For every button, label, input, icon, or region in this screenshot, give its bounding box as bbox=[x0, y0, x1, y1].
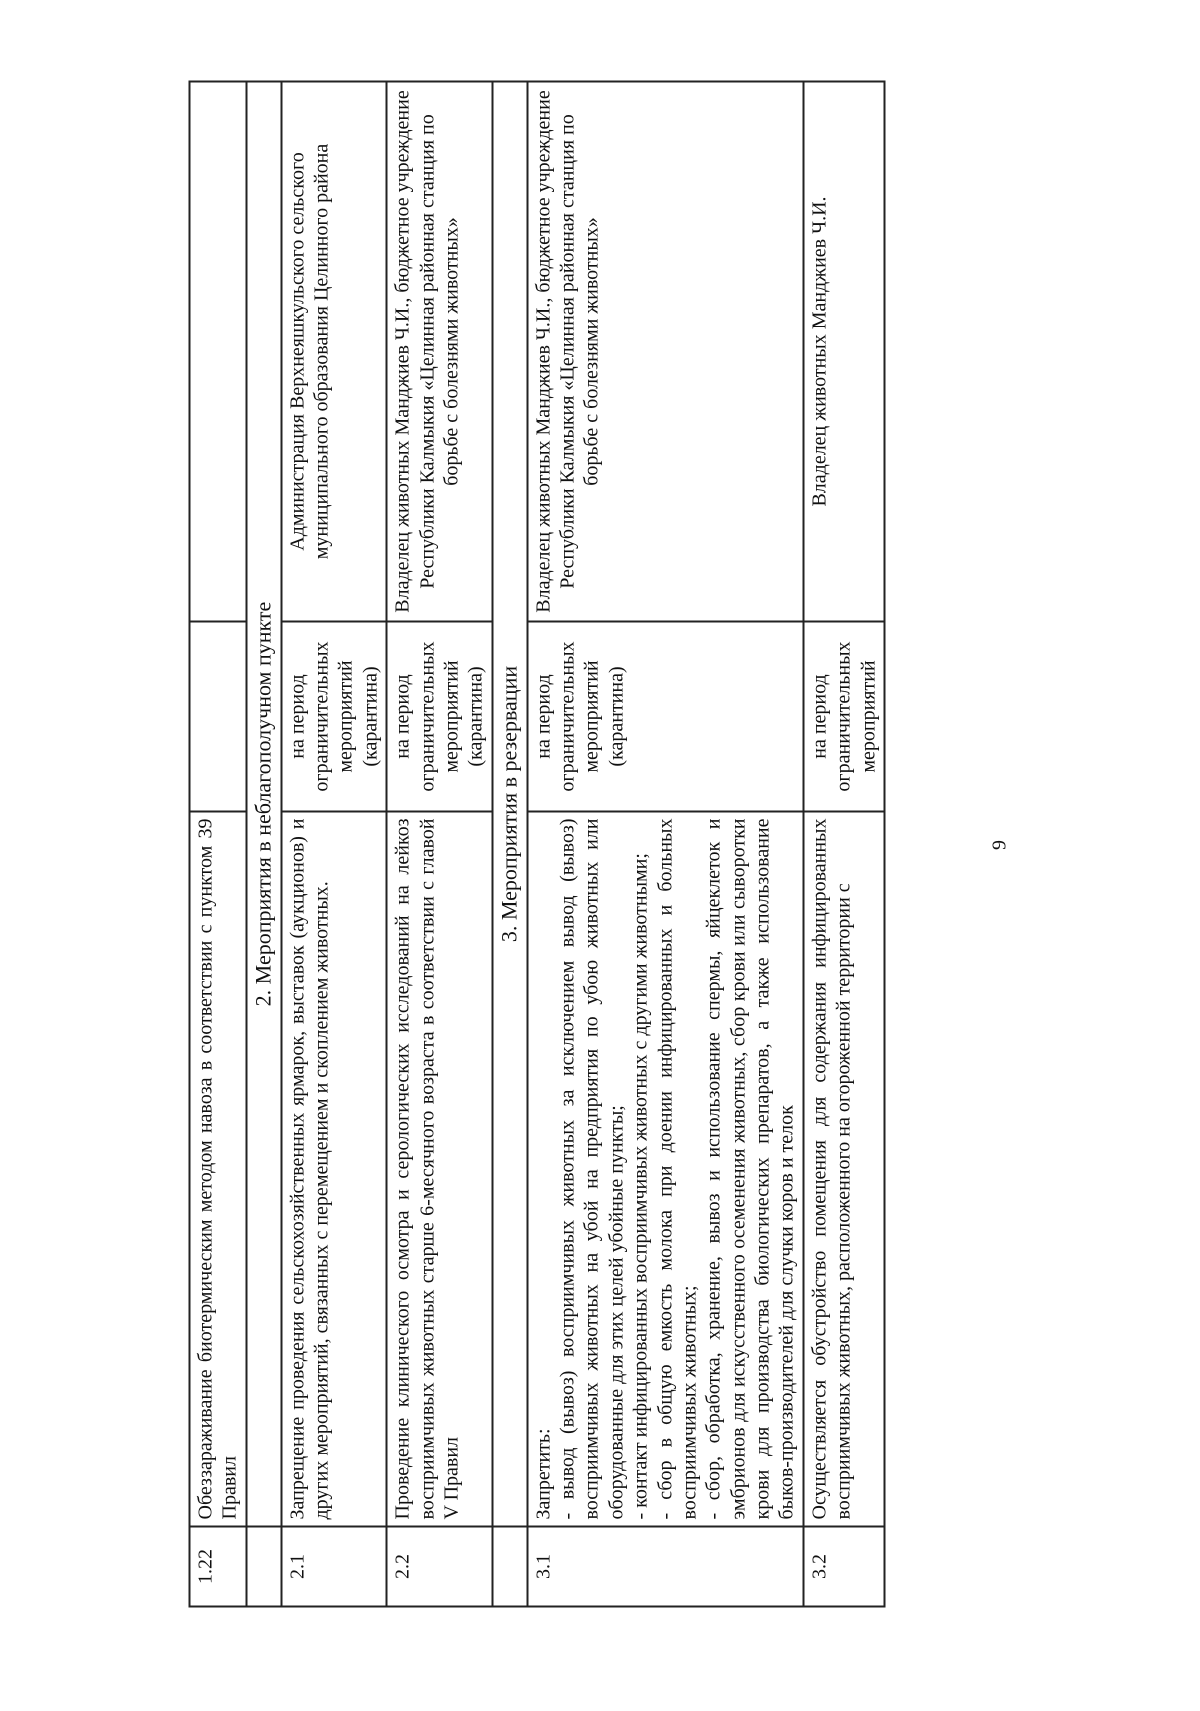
measure-item: - сбор, обработка, хранение, вывоз и использование спермы, яйцеклеток и эмбрионов для искусственного осеменения животных, сбор крови или сыворотки крови для производства биологических препаратов, а также использование быков-производителей для случки коров и телок bbox=[702, 818, 798, 1520]
measure-list bbox=[527, 812, 803, 1527]
period-cell: на период ограничительных мероприятий bbox=[803, 622, 884, 812]
measure-text: Обеззараживание биотермическим методом навоза в соответствии с пунктом 39 Правил bbox=[189, 812, 246, 1527]
section-row bbox=[246, 82, 281, 1607]
section-title: 3. Мероприятия в резервации bbox=[492, 82, 527, 1527]
section-number-cell bbox=[492, 1527, 527, 1607]
measure-text: Осуществляется обустройство помещения для содержания инфицированных восприимчивых животных, расположенного на огороженной территории с bbox=[803, 812, 884, 1527]
measure-intro: Запретить: bbox=[531, 1428, 554, 1520]
measure-item: - вывод (вывоз) восприимчивых животных за исключением вывод (вывоз) восприимчивых животных на убой на предприятия по убою животных или оборудованные для этих целей убойные пункты; bbox=[555, 818, 627, 1520]
section-title: 2. Мероприятия в неблагополучном пункте bbox=[246, 82, 281, 1527]
section-number-cell bbox=[246, 1527, 281, 1607]
measure-item: - сбор в общую емкость молока при доении инфицированных и больных восприимчивых животных; bbox=[653, 818, 700, 1520]
period-cell bbox=[189, 622, 246, 812]
period-cell: на период ограничительных мероприятий (карантина) bbox=[281, 622, 387, 812]
row-number: 2.1 bbox=[281, 1527, 387, 1607]
responsible-cell: Владелец животных Манджиев Ч.И., бюджетное учреждение Республики Калмыкия «Целинная районная станция по борьбе с болезнями животных» bbox=[386, 82, 492, 622]
row-number: 3.1 bbox=[527, 1527, 803, 1607]
measure-item: - контакт инфицированных восприимчивых животных с другими животными; bbox=[629, 853, 652, 1520]
table-row bbox=[189, 82, 246, 1607]
responsible-cell bbox=[189, 82, 246, 622]
measure-text: Запрещение проведения сельскохозяйственных ярмарок, выставок (аукционов) и других мероприятий, связанных с перемещением и скоплением животных. bbox=[281, 812, 387, 1527]
table-row bbox=[386, 82, 492, 1607]
row-number: 3.2 bbox=[803, 1527, 884, 1607]
period-cell: на период ограничительных мероприятий (карантина) bbox=[386, 622, 492, 812]
row-number: 1.22 bbox=[189, 1527, 246, 1607]
measures-table bbox=[188, 81, 885, 1608]
responsible-cell: Владелец животных Манджиев Ч.И., бюджетное учреждение Республики Калмыкия «Целинная районная станция по борьбе с болезнями животных» bbox=[527, 82, 803, 622]
table-row bbox=[527, 82, 803, 1607]
row-number: 2.2 bbox=[386, 1527, 492, 1607]
rotated-page bbox=[180, 68, 1020, 1623]
measure-text: Проведение клинического осмотра и серологических исследований на лейкоз восприимчивых животных старше 6-месячного возраста в соответствии с главой V Правил bbox=[386, 812, 492, 1527]
responsible-cell: Администрация Верхнеяшкульского сельского муниципального образования Целинного района bbox=[281, 82, 387, 622]
page-number: 9 bbox=[988, 840, 1010, 850]
table-row bbox=[281, 82, 387, 1607]
responsible-cell: Владелец животных Манджиев Ч.И. bbox=[803, 82, 884, 622]
section-row bbox=[492, 82, 527, 1607]
period-cell: на период ограничительных мероприятий (карантина) bbox=[527, 622, 803, 812]
table-row bbox=[803, 82, 884, 1607]
